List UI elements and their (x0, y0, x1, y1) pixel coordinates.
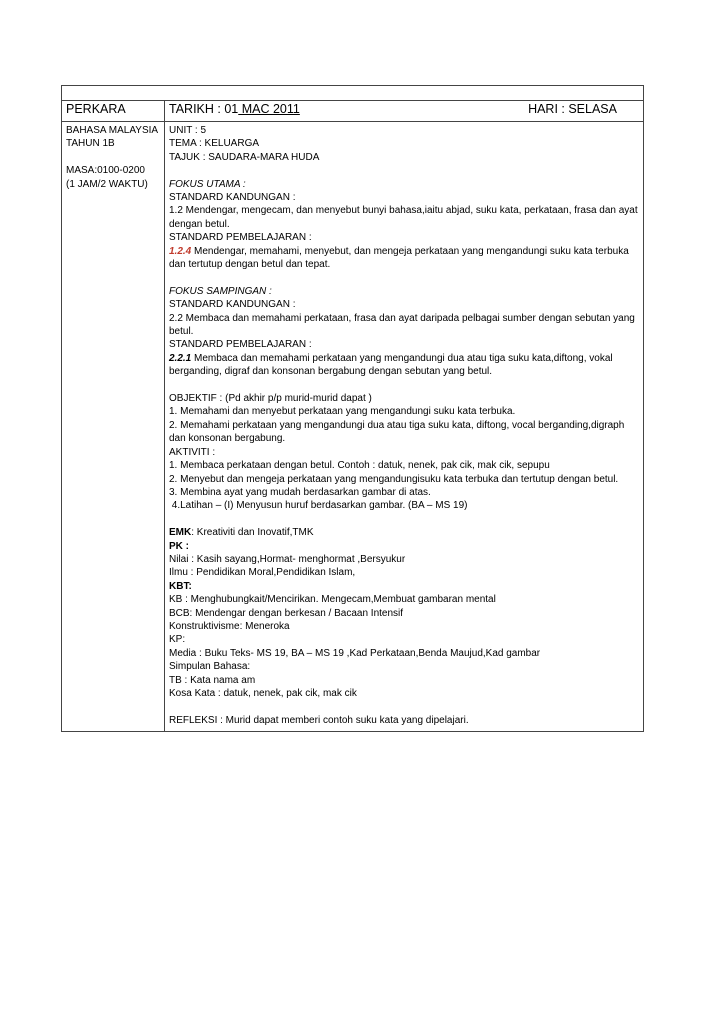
day-label: HARI : SELASA (528, 102, 617, 116)
emk-label: EMK (169, 527, 192, 539)
emk-line (169, 526, 639, 539)
duration: (1 JAM/2 WAKTU) (66, 178, 148, 190)
fokus-utama-sp-text: Mendengar, memahami, menyebut, dan mengeja perkataan yang mengandungi suku kata terbuka dan tertutup dengan betul dan tepat. (169, 245, 629, 271)
header-row (62, 101, 644, 122)
tema-line: TEMA : KELUARGA (169, 138, 260, 150)
kbt-label: KBT: (169, 580, 192, 592)
kp-line: KP: (169, 634, 186, 646)
fokus-utama-sp-code: 1.2.4 (169, 245, 192, 257)
perkara-heading: PERKARA (62, 101, 165, 122)
tb-line: TB : Kata nama am (169, 674, 256, 686)
kosa-kata-line: Kosa Kata : datuk, nenek, pak cik, mak cik (169, 688, 357, 699)
subject-name: BAHASA MALAYSIA (66, 125, 159, 136)
empty-cell (62, 86, 644, 101)
class-name: TAHUN 1B (66, 138, 115, 150)
fokus-sampingan-sp (169, 352, 639, 379)
fokus-sampingan-sp-code: 2.2.1 (169, 352, 192, 364)
aktiviti-title: AKTIVITI : (169, 446, 216, 458)
subject-info-cell (62, 122, 165, 732)
objektif-title: OBJEKTIF : (Pd akhir p/p murid-murid dapat ) (169, 393, 372, 405)
emk-text: : Kreativiti dan Inovatif,TMK (191, 527, 314, 539)
media-line: Media : Buku Teks- MS 19, BA – MS 19 ,Kad Perkataan,Benda Maujud,Kad gambar (169, 647, 541, 659)
nilai-line: Nilai : Kasih sayang,Hormat- menghormat ,Bersyukur (169, 553, 406, 565)
date-month-year: MAC 2011 (238, 102, 300, 116)
lesson-plan-table (61, 85, 644, 732)
fokus-sampingan-title: FOKUS SAMPINGAN : (169, 285, 272, 297)
lesson-details-cell (165, 122, 644, 732)
unit-line: UNIT : 5 (169, 125, 207, 136)
aktiviti-item: 4.Latihan – (I) Menyusun huruf berdasarkan gambar. (BA – MS 19) (169, 500, 468, 512)
fokus-sampingan-sp-text: Membaca dan memahami perkataan yang mengandungi dua atau tiga suku kata,diftong, vokal berganding, digraf dan konsonan bergabung dengan sebutan yang betul. (169, 352, 613, 378)
konstruktivisme-line: Konstruktivisme: Meneroka (169, 620, 290, 632)
fokus-utama-sk-label: STANDARD KANDUNGAN : (169, 192, 296, 204)
objektif-item: 2. Memahami perkataan yang mengandungi dua atau tiga suku kata, diftong, vocal berganding,digraph dan konsonan bergabung. (169, 419, 625, 445)
simpulan-line: Simpulan Bahasa: (169, 661, 251, 673)
date-prefix: TARIKH : 01 (169, 102, 239, 116)
table-top-row (62, 86, 644, 101)
fokus-sampingan-sp-label: STANDARD PEMBELAJARAN : (169, 339, 312, 351)
aktiviti-item: 3. Membina ayat yang mudah berdasarkan gambar di atas. (169, 486, 431, 498)
content-row (62, 122, 644, 732)
fokus-utama-sp (169, 245, 639, 272)
fokus-utama-sp-label: STANDARD PEMBELAJARAN : (169, 232, 312, 244)
pk-label: PK : (169, 540, 189, 552)
fokus-utama-sk-text: 1.2 Mendengar, mengecam, dan menyebut bunyi bahasa,iaitu abjad, suku kata, perkataan, frasa dan ayat dengan betul. (169, 205, 638, 230)
refleksi-line: REFLEKSI : Murid dapat memberi contoh suku kata yang dipelajari. (169, 714, 469, 726)
bcb-line: BCB: Mendengar dengan berkesan / Bacaan Intensif (169, 607, 404, 619)
tajuk-line: TAJUK : SAUDARA-MARA HUDA (169, 151, 320, 163)
objektif-item: 1. Memahami dan menyebut perkataan yang mengandungi suku kata terbuka. (169, 406, 516, 418)
kb-line: KB : Menghubungkait/Mencirikan. Mengecam,Membuat gambaran mental (169, 594, 496, 606)
time-slot: MASA:0100-0200 (66, 165, 145, 177)
aktiviti-item: 2. Menyebut dan mengeja perkataan yang mengandungisuku kata terbuka dan tertutup dengan betul. (169, 473, 619, 485)
date-day-heading (165, 101, 644, 122)
lesson-plan-sheet (61, 85, 643, 732)
fokus-utama-title: FOKUS UTAMA : (169, 178, 246, 190)
fokus-sampingan-sk-label: STANDARD KANDUNGAN : (169, 299, 296, 311)
aktiviti-item: 1. Membaca perkataan dengan betul. Contoh : datuk, nenek, pak cik, mak cik, sepupu (169, 460, 550, 472)
fokus-sampingan-sk-text: 2.2 Membaca dan memahami perkataan, frasa dan ayat daripada pelbagai sumber dengan sebutan yang betul. (169, 312, 635, 338)
ilmu-line: Ilmu : Pendidikan Moral,Pendidikan Islam, (169, 567, 356, 579)
